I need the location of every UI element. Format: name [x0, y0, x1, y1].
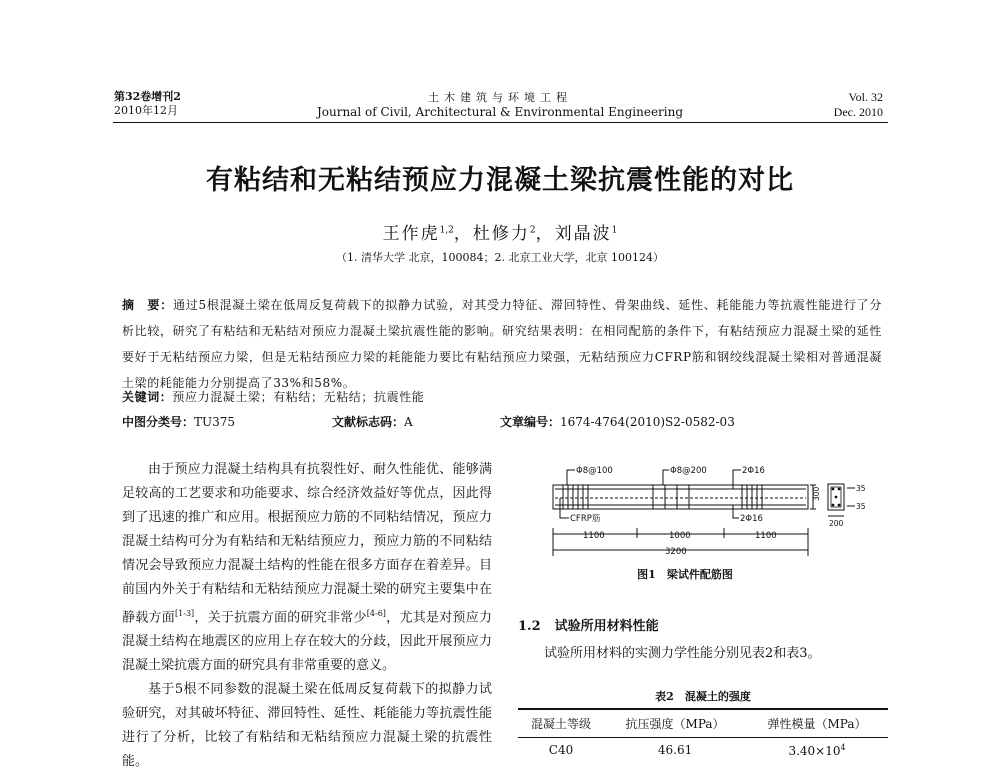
abstract [122, 292, 882, 396]
journal-name [300, 90, 700, 120]
section-text: 试验所用材料的实测力学性能分别见表2和表3。 [544, 646, 821, 661]
body-left-column [122, 458, 492, 774]
label-cover1: 35 [856, 484, 866, 493]
keywords-text: 预应力混凝土梁；有粘结；无粘结；抗震性能 [172, 390, 425, 404]
body-text: ，关于抗震方面的研究非常少 [194, 610, 367, 626]
leader-bottom-bar [733, 505, 739, 518]
article-number [500, 413, 735, 430]
beam-reinforcement-figure [545, 458, 885, 578]
label-cfrp: CFRP筋 [570, 514, 601, 524]
body-text: 由于预应力混凝土结构具有抗裂性好、耐久性能优、能够满足较高的工艺要求和功能要求、综合经济效益好等优点，因此得到了迅速的推广和应用。根据预应力筋的不同粘结情况，预应力混凝土结构可分为有粘结和无粘结预应力，预应力筋的不同粘结情况会导致预应力混凝土结构的性能在很多方面存在着差异。目前国内外关于有粘结和无粘结预应力混凝土梁的研究主要集中在静载方面 [122, 462, 492, 626]
table-header: 抗压强度（MPa） [604, 709, 746, 737]
table-cell-grade: C40 [548, 743, 574, 758]
affiliations: （1. 清华大学 北京，100084；2. 北京工业大学，北京 100124） [336, 251, 664, 264]
modulus-exponent: 4 [840, 742, 846, 752]
table-header-row [518, 709, 888, 737]
volume-info [834, 90, 883, 120]
leader-top-bar [733, 470, 741, 489]
section-title: 试验所用材料性能 [554, 619, 659, 634]
doc-value: A [404, 415, 413, 429]
volume-date: Dec. 2010 [833, 105, 883, 119]
journal-name-en: Journal of Civil, Architectural & Environmental Engineering [316, 105, 684, 119]
body-paragraph: 基于5根不同参数的混凝土梁在低周反复荷载下的拟静力试验研究，对其破坏特征、滞回特性、延性、耗能能力等抗震性能进行了分析，比较了有粘结和无粘结预应力混凝土梁的抗震性能。 [122, 682, 492, 770]
author-affiliation-mark: 2 [529, 225, 536, 236]
figure-caption: 图1 梁试件配筋图 [637, 568, 733, 581]
citation: [4-6] [366, 609, 386, 618]
section-number: 1.2 [518, 619, 541, 634]
clc-label: 中图分类号： [122, 415, 195, 429]
abstract-label: 摘 要： [122, 298, 173, 312]
label-span3: 1100 [755, 531, 777, 541]
art-value: 1674-4764(2010)S2-0582-03 [560, 415, 735, 429]
art-label: 文章编号： [500, 415, 561, 429]
author-affiliation-mark: 1,2 [439, 225, 454, 236]
label-bottom-bar: 2Φ16 [740, 514, 763, 524]
issue-volume: 第32卷增刊2 [114, 90, 181, 103]
header-rule [113, 122, 888, 123]
label-width: 200 [829, 519, 844, 528]
table-caption: 表2 混凝土的强度 [655, 690, 751, 703]
issue-date: 2010年12月 [114, 104, 178, 117]
table-cell-modulus [746, 737, 888, 763]
body-paragraph [122, 458, 492, 678]
clc-value: TU375 [194, 415, 236, 429]
author-list: 王作虎$^{1,2}$，杜修力$^2$，刘晶波$^1$ [382, 224, 618, 244]
label-span2: 1000 [669, 531, 691, 541]
author-name: 刘晶波 [554, 224, 612, 244]
label-top-bar: 2Φ16 [742, 466, 765, 476]
table-row [518, 737, 888, 763]
section-heading [518, 615, 673, 634]
keywords [122, 388, 424, 405]
label-total: 3200 [665, 547, 687, 557]
journal-name-cn: 土木建筑与环境工程 [428, 91, 572, 104]
issue-info [114, 90, 181, 118]
document-code [332, 413, 413, 430]
author-name: 杜修力 [472, 224, 530, 244]
label-stirrup2: Φ8@200 [670, 466, 707, 476]
doc-label: 文献标志码： [332, 415, 405, 429]
modulus-value: 3.40×10 [788, 743, 841, 758]
leader-stirrup2 [663, 470, 669, 485]
concrete-strength-table [518, 708, 888, 763]
abstract-text: 通过5根混凝土梁在低周反复荷载下的拟静力试验，对其受力特征、滞回特性、骨架曲线、延性、耗能能力等抗震性能进行了分析比较，研究了有粘结和无粘结对预应力混凝土梁抗震性能的影响。研究结果表明：在相同配筋的条件下，有粘结预应力混凝土梁的延性要好于无粘结预应力梁，但是无粘结预应力梁的耗能能力要比有粘结预应力梁强，无粘结预应力CFRP筋和钢绞线混凝土梁相对普通混凝土梁的耗能能力分别提高了33%和58%。 [122, 298, 882, 390]
volume: Vol. 32 [848, 90, 883, 104]
label-span1: 1100 [583, 531, 605, 541]
clc-number [122, 413, 235, 430]
keywords-label: 关键词： [122, 390, 173, 404]
paper-title: 有粘结和无粘结预应力混凝土梁抗震性能的对比 [206, 165, 794, 196]
label-stirrup1: Φ8@100 [576, 466, 613, 476]
table-cell-strength: 46.61 [657, 743, 693, 758]
label-height: 300 [812, 486, 821, 501]
author-affiliation-mark: 1 [611, 225, 618, 236]
label-cover2: 35 [856, 502, 866, 511]
table-header: 混凝土等级 [518, 709, 604, 737]
table-header: 弹性模量（MPa） [746, 709, 888, 737]
leader-stirrup1 [567, 470, 575, 485]
citation: [1-3] [175, 609, 195, 618]
body-text: ，尤其是对预应力混凝土结构在地震区的应用上存在较大的分歧，因此开展预应力混凝土梁抗震方面的研究具有非常重要的意义。 [122, 610, 492, 674]
author-name: 王作虎 [382, 224, 440, 244]
